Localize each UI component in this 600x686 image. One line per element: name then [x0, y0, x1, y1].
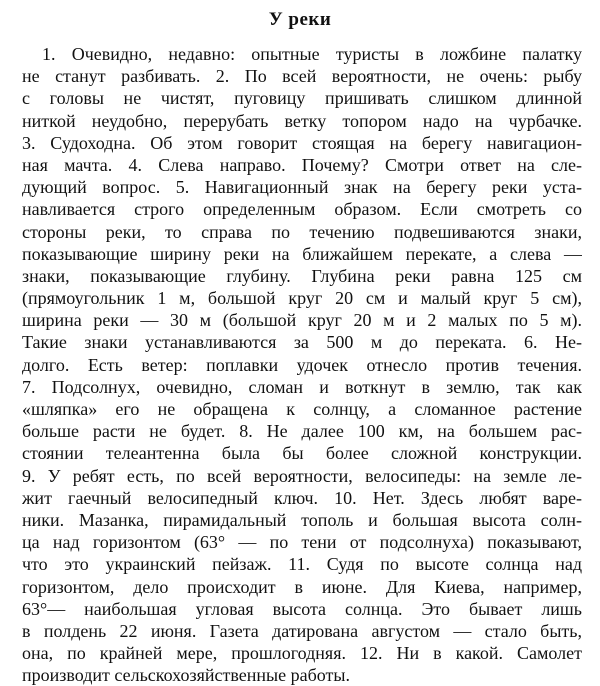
text-line: с головы не чистят, пуговицу пришивать слишком длинной [22, 88, 582, 109]
text-line: дующий вопрос. 5. Навигационный знак на берегу реки уста- [22, 177, 582, 198]
text-line: долго. Есть ветер: поплавки удочек отнесло против течения. [22, 354, 582, 375]
text-line: 1. Очевидно, недавно: опытные туристы в ложбине палатку [42, 44, 582, 64]
text-line: Такие знаки устанавливаются за 500 м до переката. 6. Не- [22, 332, 582, 353]
text-line: 7. Подсолнух, очевидно, сломан и воткнут в землю, так как [22, 376, 582, 397]
text-line: ники. Мазанка, пирамидальный тополь и большая высота солн- [22, 509, 582, 530]
text-line: знаки, показывающие глубину. Глубина реки равна 125 см [22, 265, 582, 286]
text-line: 3. Судоходна. Об этом говорит стоящая на берегу навигацион- [22, 132, 582, 153]
text-line: ниткой неудобно, перерубать ветку топором надо на чурбачке. [22, 110, 582, 131]
text-line: 9. У ребят есть, по всей вероятности, велосипеды: на земле ле- [22, 465, 582, 486]
answer-text [22, 43, 582, 686]
text-line: навливается строго определенным образом. Если смотреть со [22, 199, 582, 220]
text-line: ная мачта. 4. Слева направо. Почему? Смотри ответ на сле- [22, 154, 582, 175]
text-line: «шляпка» его не обращена к солнцу, а сломанное растение [22, 399, 582, 419]
text-line: жит гаечный велосипедный ключ. 10. Нет. Здесь любят варе- [22, 487, 582, 508]
page-title: У реки [268, 9, 332, 30]
text-line: стоянии телеантенна была бы более сложной конструкции. [22, 443, 582, 464]
text-line: не станут разбивать. 2. По всей вероятности, не очень: рыбу [22, 66, 582, 87]
text-line: (прямоугольник 1 м, большой круг 20 см и малый круг 5 см), [22, 288, 582, 309]
text-line: стороны реки, то справа по течению подвешиваются знаки, [22, 221, 582, 242]
text-line: ца над горизонтом (63° — по тени от подсолнуха) показывают, [22, 532, 582, 553]
text-line: горизонтом, дело происходит в июне. Для Киева, например, [22, 576, 582, 597]
text-line: ширина реки — 30 м (большой круг 20 м и 2 малых по 5 м). [22, 310, 582, 331]
text-line: что это украинский пейзаж. 11. Судя по высоте солнца над [22, 554, 582, 575]
text-line: она, по крайней мере, прошлогодняя. 12. Ни в какой. Самолет [22, 643, 582, 664]
text-line: больше расти не будет. 8. Не далее 100 км, на большем рас- [22, 421, 582, 442]
text-line: показывающие ширину реки на ближайшем перекате, а слева — [22, 243, 582, 264]
text-line: 63°— наибольшая угловая высота солнца. Это бывает лишь [22, 598, 582, 619]
text-line: в полдень 22 июня. Газета датирована августом — стало быть, [22, 620, 582, 641]
text-line: производит сельскохозяйственные работы. [22, 665, 350, 686]
